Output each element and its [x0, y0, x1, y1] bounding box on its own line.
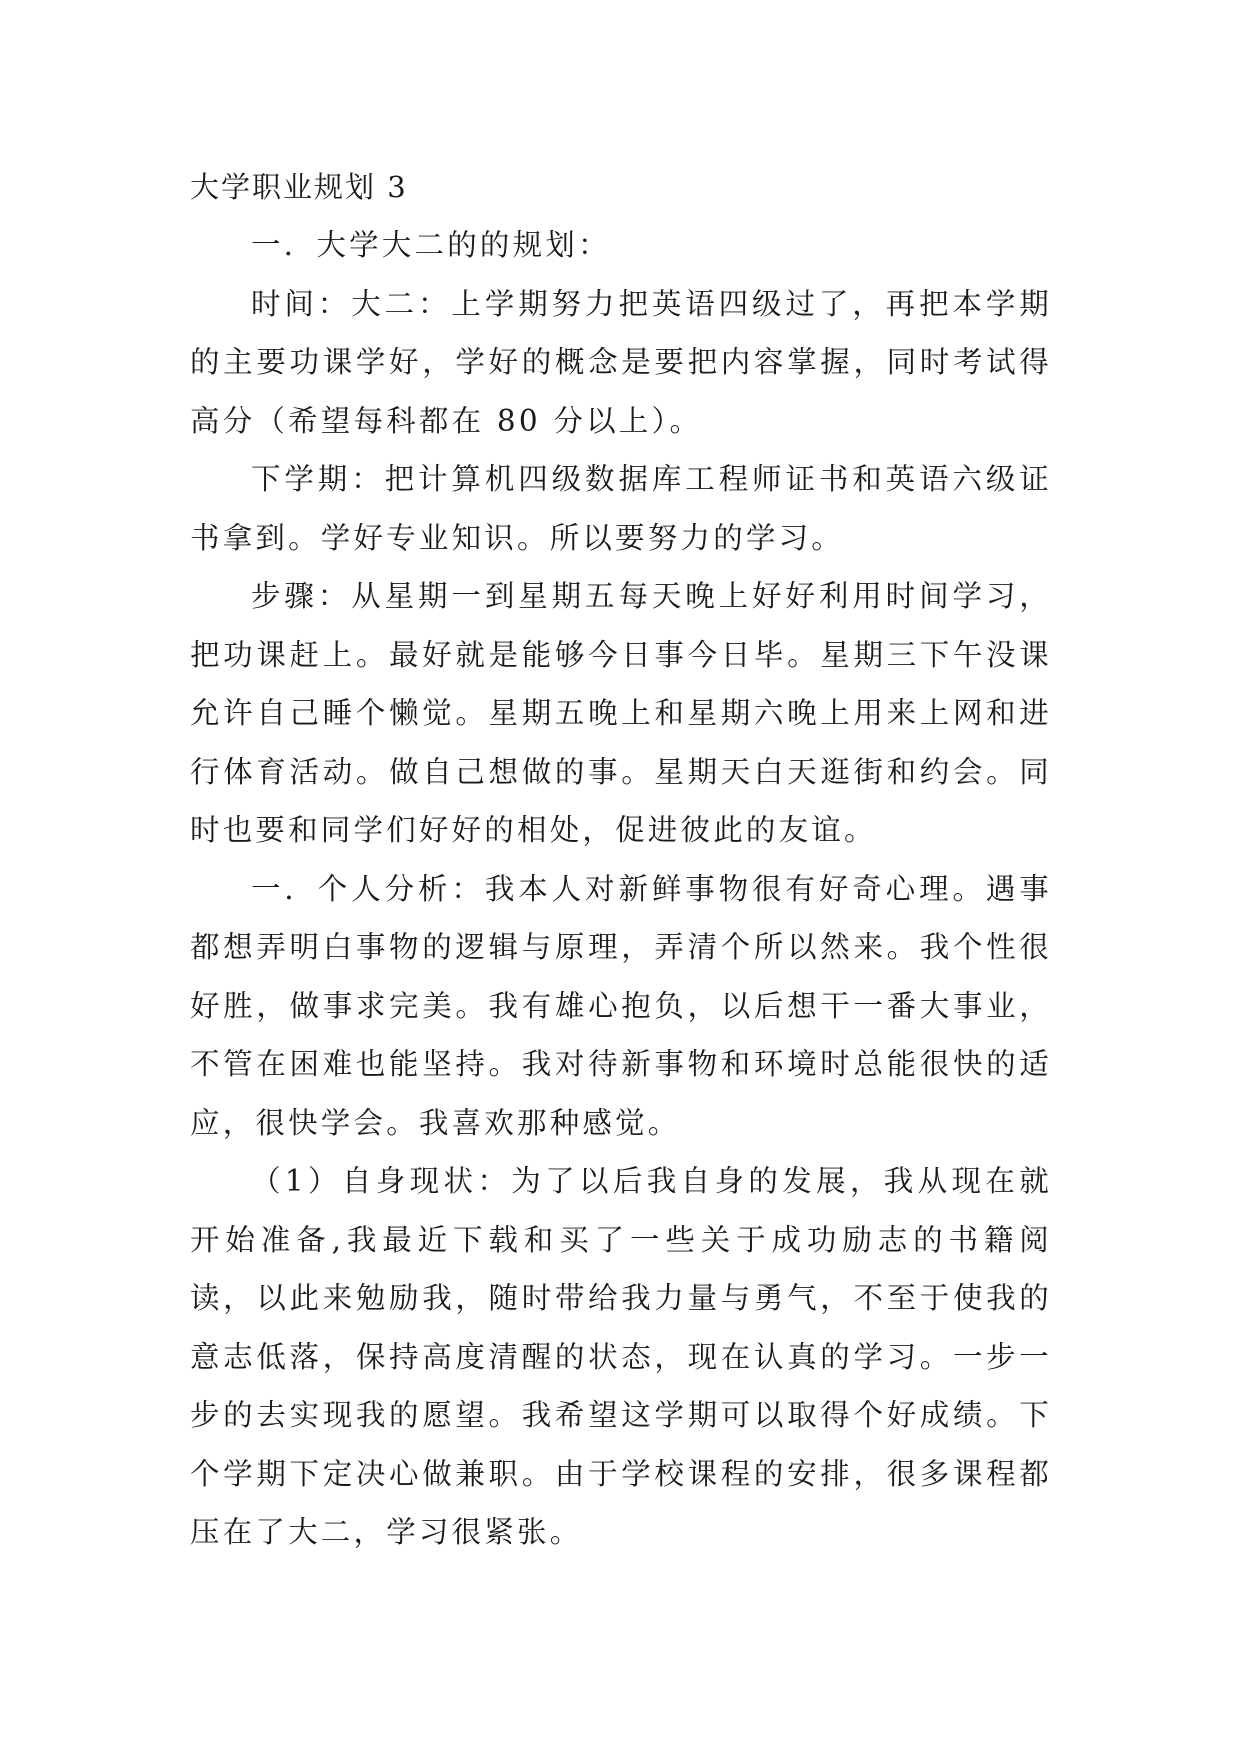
document-body — [190, 158, 1052, 1562]
paragraph-steps: 步骤：从星期一到星期五每天晚上好好利用时间学习，把功课赶上。最好就是能够今日事今日毕。星期三下午没课允许自己睡个懒觉。星期五晚上和星期六晚上用来上网和进行体育活动。做自己想做的事。星期天白天逛街和约会。同时也要和同学们好好的相处，促进彼此的友谊。 — [190, 579, 1052, 847]
paragraph-current-status: （1）自身现状：为了以后我自身的发展，我从现在就开始准备,我最近下载和买了一些关于成功励志的书籍阅读，以此来勉励我，随时带给我力量与勇气，不至于使我的意志低落，保持高度清醒的状态，现在认真的学习。一步一步的去实现我的愿望。我希望这学期可以取得个好成绩。下个学期下定决心做兼职。由于学校课程的安排，很多课程都压在了大二，学习很紧张。 — [190, 1164, 1052, 1549]
paragraph-personal-analysis: 一．个人分析：我本人对新鲜事物很有好奇心理。遇事都想弄明白事物的逻辑与原理，弄清个所以然来。我个性很好胜，做事求完美。我有雄心抱负，以后想干一番大事业，不管在困难也能坚持。我对待新事物和环境时总能很快的适应，很快学会。我喜欢那种感觉。 — [190, 871, 1052, 1140]
document-title: 大学职业规划 3 — [190, 170, 408, 204]
paragraph-time: 时间：大二：上学期努力把英语四级过了，再把本学期的主要功课学好，学好的概念是要把内容掌握，同时考试得高分（希望每科都在 80 分以上）。 — [190, 286, 1052, 438]
paragraph-next-semester: 下学期：把计算机四级数据库工程师证书和英语六级证书拿到。学好专业知识。所以要努力的学习。 — [190, 462, 1052, 555]
section-heading-plan: 一．大学大二的的规划： — [251, 228, 611, 262]
